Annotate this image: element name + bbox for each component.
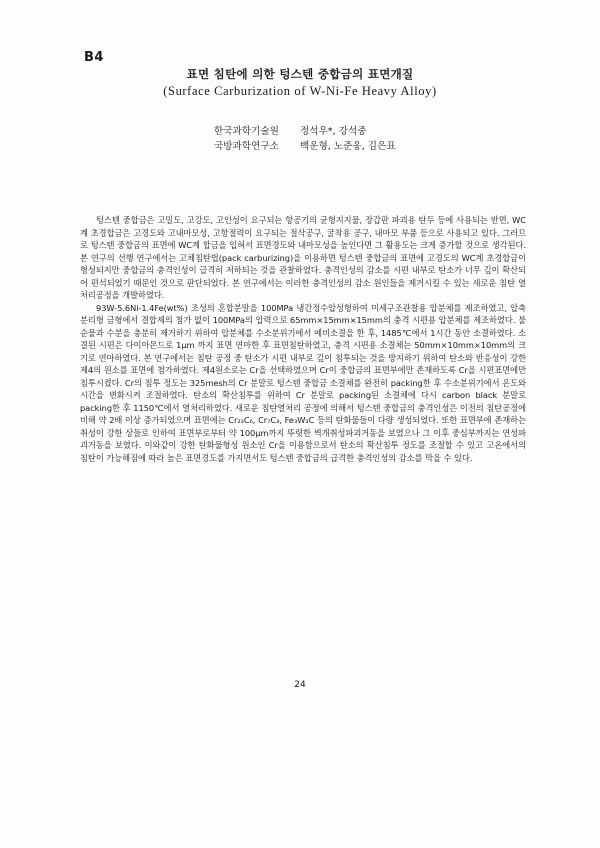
paper-title-korean: 표면 침탄에 의한 텅스텐 중합금의 표면개질 [186, 67, 414, 81]
author-row [214, 124, 396, 139]
body-paragraph: 텅스텐 중합금은 고밀도, 고강도, 고인성이 요구되는 항공기의 균형지지물, 장갑판 파괴용 탄두 등에 사용되는 반면, WC계 초경합금은 고경도와 고내마모성, 고항절력이 요구되는 절삭공구, 굴착용 공구, 내마모 부품 등으로 사용되고 있다. 그러므로 텅스텐 중합금의 표면에 WC계 합금을 입혀서 표면경도와 내마모성을 높인다면 그 활용도는 크게 증가할 것으로 생각된다. 본 연구의 선행 연구에서는 고체침탄법(pack carburizing)을 이용하면 텅스텐 중합금의 표면에 고경도의 WC계 초경합금이 형성되지만 중합금의 충격인성이 급격히 저하되는 것을 관찰하였다. 충격인성의 감소를 시편 내부로 탄소가 너무 깊이 확산되어 편석되었기 때문인 것으로 판단되었다. 본 연구에서는 이러한 충격인성의 감소 원인들을 제거시킬 수 있는 새로운 침탄 열처리공정을 개발하였다. [80, 215, 526, 300]
author-affiliation: 국방과학연구소 [214, 141, 279, 152]
body-paragraph: 93W-5.6Ni-1.4Fe(wt%) 조성의 혼합분말을 100MPa 냉간정수압성형하여 미세구조관찰용 압분체를 제조하였고, 압축 분리형 금형에서 결합제의 첨가 없이 100MPa의 압력으로 65mm×15mm×15mm의 충격 시편용 압분체를 제조하였다. 불순물과 수분을 충분히 제거하기 위하여 압분체를 수소분위기에서 예비소결을 한 후, 1485℃에서 1시간 동안 소결하였다. 소결된 시편은 다이아몬드로 1μm 까지 표면 연마한 후 표면침탄하였고, 충격 시편용 소결체는 50mm×10mm×10mm의 크기로 연마하였다. 본 연구에서는 침탄 공정 중 탄소가 시편 내부로 깊이 침투되는 것을 방지하기 위하여 탄소와 반응성이 강한 제4의 원소를 표면에 첨가하였다. 제4원소로는 Cr을 선택하였으며 Cr이 중합금의 표면부에만 존재하도록 Cr을 시편표면에만 침투시켰다. Cr의 침투 정도는 325mesh의 Cr 분말로 텅스텐 중합금 소결체를 완전히 packing한 후 수소분위기에서 온도와 시간을 변화시켜 조절하였다. 탄소의 확산침투를 위하여 Cr 분말로 packing된 소결체에 다시 carbon black 분말로 packing한 후 1150℃에서 열처리하였다. 새로운 침탄열처리 공정에 의해서 텅스텐 중합금의 충격인성은 이전의 침탄공정에 비해 약 2배 이상 증가되었으며 표면에는 Cr₂₃C₆, Cr₇C₃, Fe₃W₃C 등의 탄화물들이 다량 생성되었다. 또한 표면부에 존재하는 취성이 강한 상들로 인하여 표면부로부터 약 100μm까지 뚜렷한 벽개취성파괴거동을 보였으나 그 이후 중심부까지는 연성파괴거동을 보였다. 이와같이 강한 탄화물형성 원소인 Cr을 이용함으로서 탄소의 확산침투 정도를 조절할 수 있고 고온에서의 침탄이 가능해짐에 따라 높은 표면경도를 가지면서도 텅스텐 중합금의 급격한 충격인성의 감소를 막을 수 있다. [80, 302, 526, 463]
author-block [214, 124, 396, 154]
author-names: 백운형, 노준웅, 김은표 [300, 141, 396, 152]
session-code: B4 [84, 50, 104, 65]
author-affiliation: 한국과학기술원 [214, 126, 279, 137]
page-number: 24 [294, 680, 306, 690]
author-row [214, 139, 396, 154]
abstract-body [80, 214, 526, 464]
paper-title-english: (Surface Carburization of W-Ni-Fe Heavy Alloy) [163, 84, 437, 98]
author-names: 정석우*, 강석중 [300, 126, 367, 137]
